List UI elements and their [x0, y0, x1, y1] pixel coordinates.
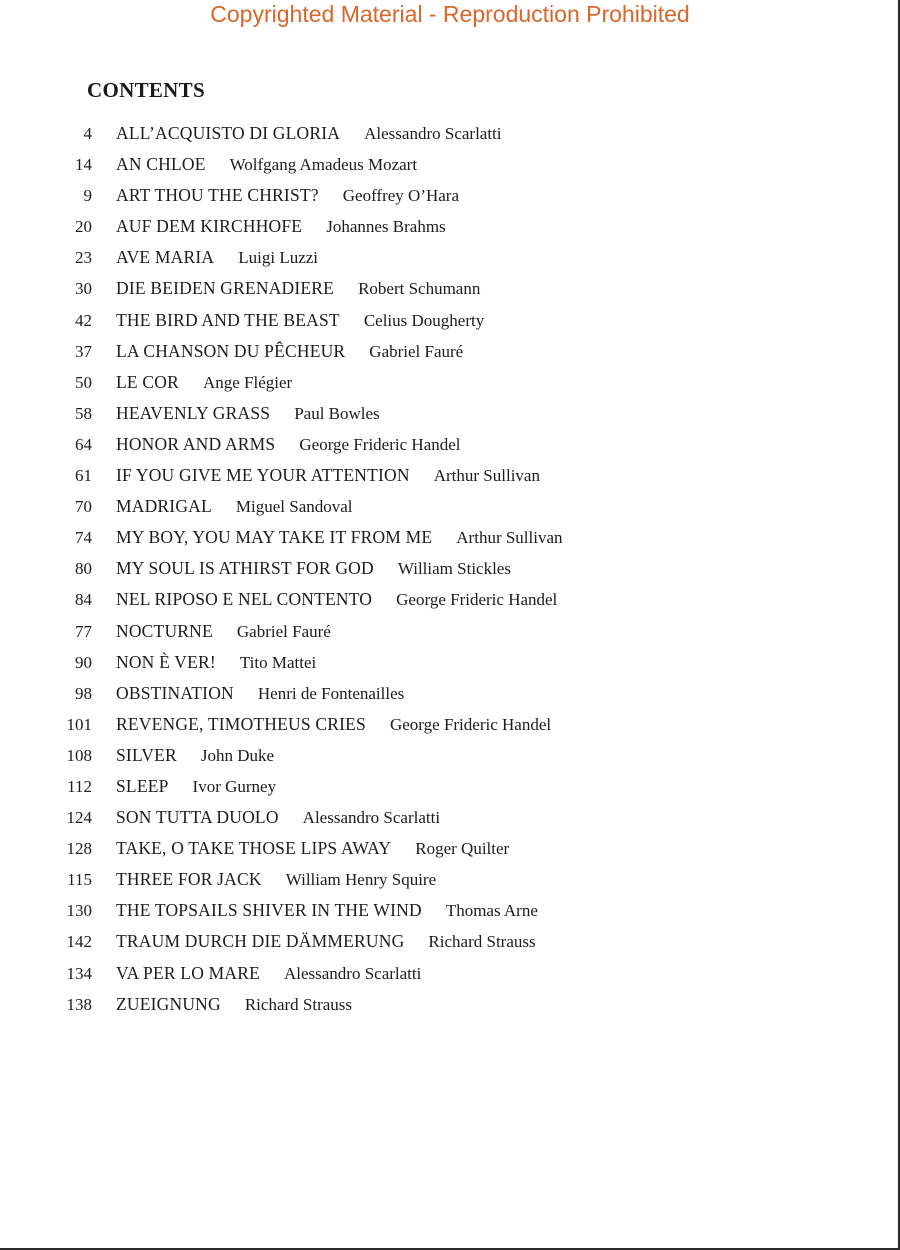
contents-entry — [60, 243, 820, 274]
contents-entry — [60, 306, 820, 337]
contents-entry — [60, 492, 820, 523]
contents-entry — [60, 368, 820, 399]
contents-entry — [60, 585, 820, 616]
entry-song-title: THREE FOR JACK — [116, 869, 262, 890]
entry-song-title: MY BOY, YOU MAY TAKE IT FROM ME — [116, 527, 433, 548]
contents-entry — [60, 803, 820, 834]
entry-song-title: SLEEP — [116, 775, 169, 796]
entry-composer: Roger Quilter — [415, 839, 510, 859]
entry-page-number: 134 — [66, 963, 92, 983]
entry-composer: Tito Mattei — [239, 652, 317, 672]
contents-entry — [60, 959, 820, 990]
entry-song-title: MY SOUL IS ATHIRST FOR GOD — [116, 558, 374, 579]
contents-entry — [60, 554, 820, 585]
entry-composer: Ange Flégier — [202, 372, 293, 392]
entry-page-number: 80 — [75, 559, 92, 579]
contents-entry — [60, 927, 820, 958]
entry-composer: Alessandro Scarlatti — [283, 963, 422, 983]
entry-song-title: NEL RIPOSO E NEL CONTENTO — [116, 589, 373, 610]
entry-page-number: 20 — [75, 217, 92, 237]
entry-page-number: 128 — [66, 839, 92, 859]
entry-song-title: HEAVENLY GRASS — [116, 402, 271, 423]
entry-song-title: AVE MARIA — [116, 247, 215, 268]
entry-composer: Miguel Sandoval — [235, 497, 353, 517]
entry-page-number: 64 — [75, 434, 92, 454]
entry-page-number: 115 — [67, 870, 92, 890]
entry-page-number: 4 — [83, 124, 92, 143]
entry-page-number: 74 — [75, 528, 92, 548]
contents-list — [60, 119, 820, 1021]
entry-page-number: 42 — [75, 310, 92, 330]
contents-entry — [60, 741, 820, 772]
contents-entry — [60, 896, 820, 927]
entry-page-number: 50 — [75, 372, 92, 392]
contents-entry — [60, 679, 820, 710]
contents-entry — [60, 990, 820, 1021]
entry-song-title: MADRIGAL — [116, 496, 212, 517]
entry-composer: William Stickles — [397, 559, 511, 579]
entry-page-number: 14 — [75, 155, 92, 175]
entry-song-title: OBSTINATION — [116, 682, 234, 703]
entry-composer: Johannes Brahms — [326, 217, 446, 237]
entry-page-number: 37 — [75, 341, 92, 361]
entry-composer: Alessandro Scarlatti — [302, 808, 441, 828]
entry-song-title: ZUEIGNUNG — [116, 993, 221, 1014]
entry-song-title: LE COR — [116, 371, 179, 392]
entry-song-title: LA CHANSON DU PÊCHEUR — [116, 340, 346, 361]
entry-song-title: ART THOU THE CHRIST? — [116, 185, 319, 206]
entry-composer: Arthur Sullivan — [433, 466, 540, 486]
entry-page-number: 70 — [75, 497, 92, 517]
entry-song-title: HONOR AND ARMS — [116, 433, 276, 454]
entry-composer: Gabriel Fauré — [236, 621, 331, 641]
entry-composer: Gabriel Fauré — [369, 341, 464, 361]
contents-entry — [60, 274, 820, 305]
entry-composer: John Duke — [200, 745, 275, 765]
contents-entry — [60, 834, 820, 865]
entry-composer: Ivor Gurney — [192, 776, 277, 796]
entry-song-title: AN CHLOE — [116, 154, 206, 175]
entry-page-number: 23 — [75, 248, 92, 268]
entry-song-title: NOCTURNE — [116, 620, 213, 641]
entry-song-title: ALL’ACQUISTO DI GLORIA — [116, 123, 341, 143]
entry-page-number: 108 — [66, 745, 92, 765]
entry-song-title: TAKE, O TAKE THOSE LIPS AWAY — [116, 838, 392, 859]
entry-composer: George Frideric Handel — [299, 434, 461, 454]
entry-page-number: 124 — [66, 808, 92, 828]
entry-page-number: 90 — [75, 652, 92, 672]
entry-composer: Celius Dougherty — [363, 310, 485, 330]
contents-entry — [60, 523, 820, 554]
entry-page-number: 142 — [66, 932, 92, 952]
entry-composer: Robert Schumann — [358, 279, 481, 299]
entry-song-title: VA PER LO MARE — [116, 962, 260, 983]
contents-entry — [60, 865, 820, 896]
contents-entry — [60, 648, 820, 679]
entry-song-title: THE TOPSAILS SHIVER IN THE WIND — [116, 900, 422, 921]
contents-entry — [60, 337, 820, 368]
entry-page-number: 101 — [66, 714, 92, 734]
contents-entry — [60, 150, 820, 181]
entry-page-number: 98 — [75, 683, 92, 703]
entry-composer: Richard Strauss — [244, 994, 353, 1014]
entry-page-number: 130 — [66, 901, 92, 921]
entry-composer: George Frideric Handel — [389, 714, 552, 734]
entry-composer: Geoffrey O’Hara — [342, 186, 460, 206]
contents-entry — [60, 772, 820, 803]
entry-page-number: 30 — [75, 279, 92, 299]
entry-composer: Luigi Luzzi — [238, 248, 319, 268]
contents-entry — [60, 710, 820, 741]
entry-page-number: 84 — [75, 590, 92, 610]
entry-song-title: SILVER — [116, 744, 177, 765]
entry-composer: Arthur Sullivan — [456, 528, 563, 548]
copyright-watermark: Copyrighted Material - Reproduction Prohibited — [210, 1, 690, 27]
entry-song-title: REVENGE, TIMOTHEUS CRIES — [116, 713, 366, 734]
contents-entry — [60, 399, 820, 430]
contents-entry — [60, 617, 820, 648]
entry-composer: Richard Strauss — [428, 932, 536, 952]
entry-song-title: DIE BEIDEN GRENADIERE — [116, 278, 335, 299]
entry-song-title: AUF DEM KIRCHHOFE — [116, 216, 303, 237]
entry-page-number: 9 — [83, 186, 92, 206]
entry-song-title: TRAUM DURCH DIE DÄMMERUNG — [116, 931, 405, 952]
entry-page-number: 112 — [67, 776, 92, 796]
entry-song-title: IF YOU GIVE ME YOUR ATTENTION — [116, 465, 410, 486]
entry-composer: Henri de Fontenailles — [257, 683, 405, 703]
entry-page-number: 77 — [75, 621, 92, 641]
entry-composer: George Frideric Handel — [396, 590, 558, 610]
entry-composer: Thomas Arne — [445, 901, 538, 921]
entry-composer: Paul Bowles — [294, 403, 380, 423]
contents-entry — [60, 119, 820, 150]
entry-page-number: 61 — [75, 466, 92, 486]
entry-page-number: 58 — [75, 403, 92, 423]
entry-composer: Wolfgang Amadeus Mozart — [229, 155, 418, 175]
entry-song-title: SON TUTTA DUOLO — [116, 807, 279, 828]
entry-page-number: 138 — [66, 994, 92, 1014]
entry-composer: William Henry Squire — [285, 870, 437, 890]
entry-song-title: THE BIRD AND THE BEAST — [116, 309, 340, 330]
contents-entry — [60, 212, 820, 243]
contents-heading: CONTENTS — [87, 78, 205, 102]
entry-composer: Alessandro Scarlatti — [364, 124, 502, 143]
contents-entry — [60, 430, 820, 461]
contents-entry — [60, 181, 820, 212]
entry-song-title: NON È VER! — [116, 651, 216, 672]
contents-entry — [60, 461, 820, 492]
